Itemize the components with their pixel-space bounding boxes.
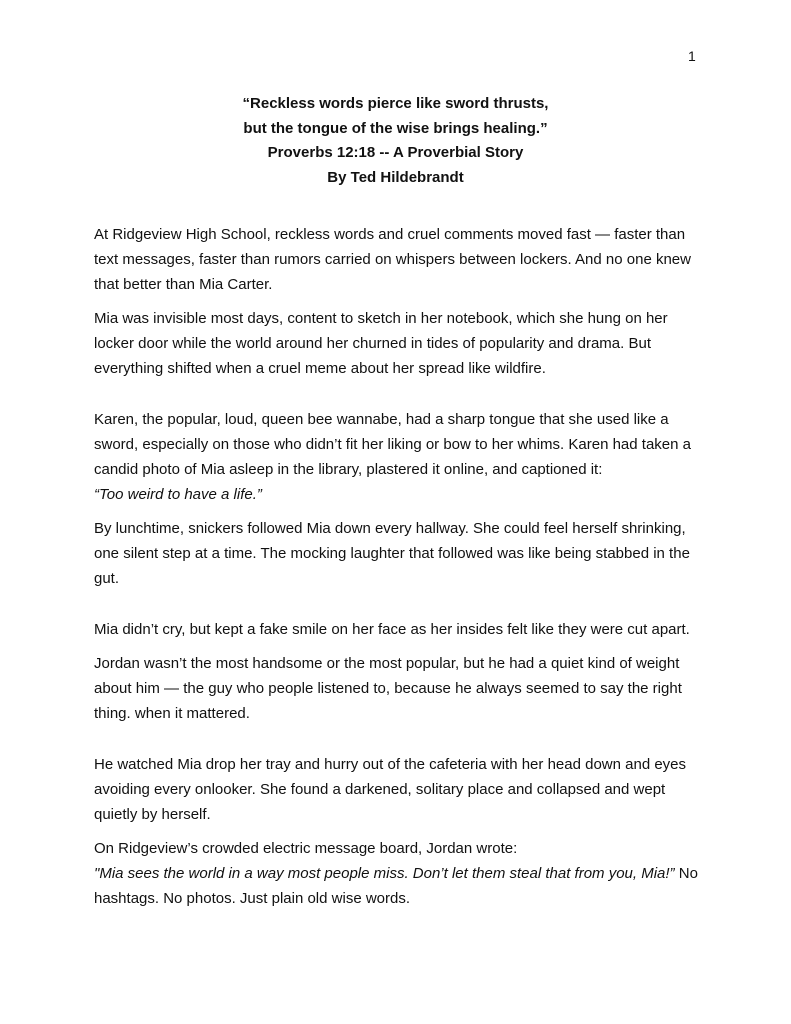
story-body [94, 222, 704, 911]
title-line-2: but the tongue of the wise brings healing.” [243, 119, 548, 137]
meme-caption-quote: “Too weird to have a life.” [94, 486, 262, 503]
paragraph-3 [94, 407, 704, 507]
paragraph-3-text: Karen, the popular, loud, queen bee wannabe, had a sharp tongue that she used like a sword, especially on those who didn’t fit her liking or bow to her whims. Karen had taken a candid photo of Mia asleep in the library, plastered it online, and captioned it: [94, 411, 691, 478]
paragraph-5: Mia didn’t cry, but kept a fake smile on her face as her insides felt like they were cut apart. [94, 621, 690, 638]
title-line-4: By Ted Hildebrandt [327, 168, 464, 186]
paragraph-1: At Ridgeview High School, reckless words and cruel comments moved fast — faster than text messages, faster than rumors carried on whispers between lockers. And no one knew that better than Mia Carter. [94, 226, 691, 293]
title-line-1: “Reckless words pierce like sword thrusts, [242, 95, 549, 112]
paragraph-4: By lunchtime, snickers followed Mia down every hallway. She could feel herself shrinking, one silent step at a time. The mocking laughter that followed was like being stabbed in the gut. [94, 520, 690, 587]
paragraph-6: Jordan wasn’t the most handsome or the most popular, but he had a quiet kind of weight about him — the guy who people listened to, because he always seemed to say the right thing. when it mattered. [94, 655, 682, 722]
jordan-message-quote: "Mia sees the world in a way most people miss. Don’t let them steal that from you, Mia!” [94, 865, 675, 882]
title-line-3: Proverbs 12:18 -- A Proverbial Story [267, 144, 524, 161]
paragraph-8-tail: No hashtags. No photos. Just plain old wise words. [94, 865, 698, 907]
paragraph-8 [94, 836, 704, 911]
paragraph-2: Mia was invisible most days, content to sketch in her notebook, which she hung on her locker door while the world around her churned in tides of popularity and drama. But everything shifted when a cruel meme about her spread like wildfire. [94, 310, 668, 377]
paragraph-7: He watched Mia drop her tray and hurry out of the cafeteria with her head down and eyes avoiding every onlooker. She found a darkened, solitary place and collapsed and wept quietly by herself. [94, 756, 687, 823]
page-number: 1 [688, 48, 696, 64]
paragraph-8-text: On Ridgeview’s crowded electric message board, Jordan wrote: [94, 840, 518, 857]
title-block [0, 92, 791, 190]
